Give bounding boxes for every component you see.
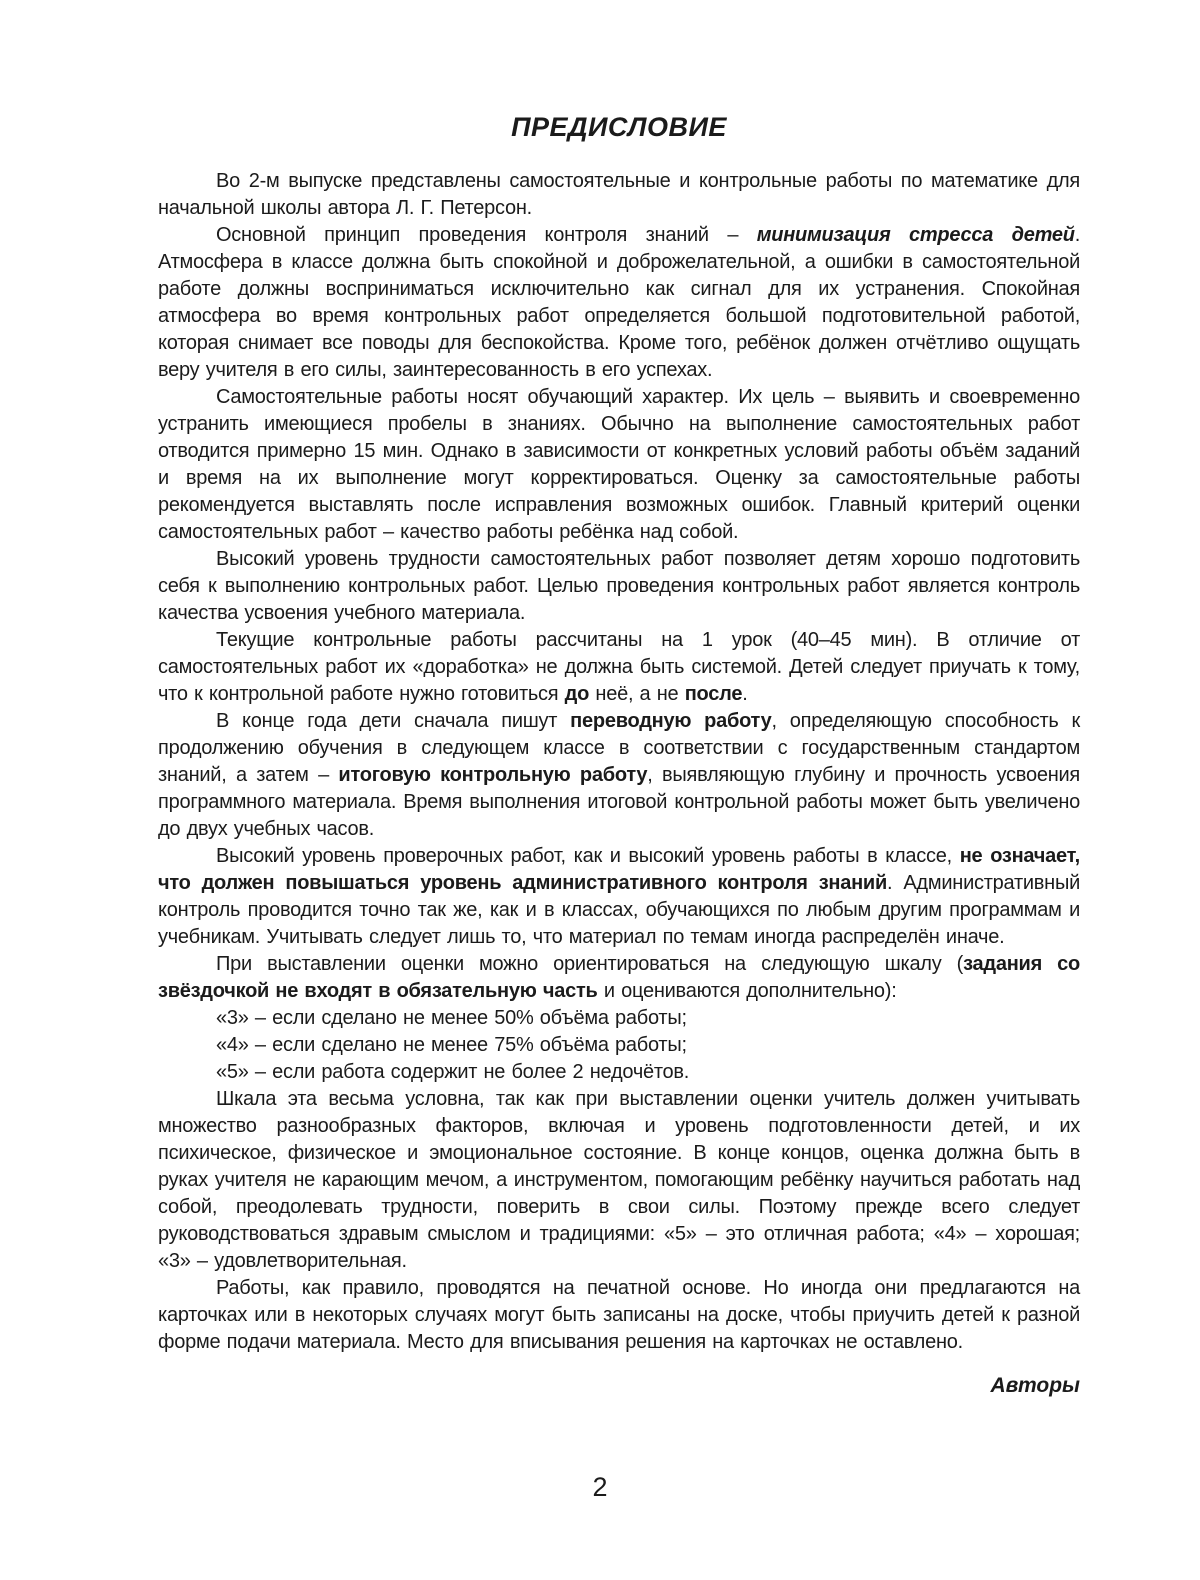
text-run: , определяющую способность к продолжению обучения в следующем классе в соответствии с государственным стандартом знаний, а затем – <box>158 710 1080 786</box>
paragraph <box>158 627 1080 708</box>
paragraph <box>158 384 1080 546</box>
signature: Авторы <box>990 1374 1080 1397</box>
text-run: Самостоятельные работы носят обучающий характер. Их цель – выявить и своевременно устранить имеющиеся пробелы в знаниях. Обычно на выполнение самостоятельных работ отводится примерно 15 мин. Однако в зависимости от конкретных условий работы объём заданий и время на их выполнение могут корректироваться. Оценку за самостоятельные работы рекомендуется выставлять после исправления возможных ошибок. Главный критерий оценки самостоятельных работ – качество работы ребёнка над собой. <box>158 386 1080 543</box>
text-run: . Атмосфера в классе должна быть спокойной и доброжелательной, а ошибки в самостоятельной работе должны восприниматься исключительно как сигнал для их устранения. Спокойная атмосфера во время контрольных работ определяется большой подготовительной работой, которая снимает все поводы для беспокойства. Кроме того, ребёнок должен отчётливо ощущать веру учителя в его силы, заинтересованность в его успехах. <box>158 224 1080 381</box>
text-run: «3» – если сделано не менее 50% объёма работы; <box>216 1007 687 1029</box>
emphasized-text: минимизация стресса детей <box>756 224 1075 246</box>
text-run: «4» – если сделано не менее 75% объёма работы; <box>216 1034 687 1056</box>
text-run: Высокий уровень проверочных работ, как и высокий уровень работы в классе, <box>216 845 960 867</box>
text-run: . <box>742 683 748 705</box>
text-run: , выявляющую глубину и прочность усвоения программного материала. Время выполнения итоговой контрольной работы может быть увеличено до двух учебных часов. <box>158 764 1081 840</box>
text-run: При выставлении оценки можно ориентироваться на следующую шкалу ( <box>216 953 964 975</box>
text-run: Шкала эта весьма условна, так как при выставлении оценки учитель должен учитывать множество разнообразных факторов, включая и уровень подготовленности детей, и их психическое, физическое и эмоциональное состояние. В конце концов, оценка должна быть в руках учителя не карающим мечом, а инструментом, помогающим ребёнку научиться работать над собой, преодолевать трудности, поверить в свои силы. Поэтому прежде всего следует руководствоваться здравым смыслом и традициями: «5» – это отличная работа; «4» – хорошая; «3» – удовлетворительная. <box>158 1088 1080 1272</box>
paragraph <box>158 843 1080 951</box>
text-run: Работы, как правило, проводятся на печатной основе. Но иногда они предлагаются на карточках или в некоторых случаях могут быть записаны на доске, чтобы приучить детей к разной форме подачи материала. Место для вписывания решения на карточках не оставлено. <box>158 1277 1080 1353</box>
list-item <box>158 1032 1080 1059</box>
page-number: 2 <box>592 1472 608 1502</box>
paragraph <box>158 951 1080 1005</box>
paragraph <box>158 708 1080 843</box>
text-run: «5» – если работа содержит не более 2 недочётов. <box>216 1061 690 1083</box>
paragraph <box>158 168 1080 222</box>
text-run: Во 2-м выпуске представлены самостоятельные и контрольные работы по математике для начальной школы автора Л. Г. Петерсон. <box>158 170 1080 219</box>
text-run: неё, а не <box>589 683 685 705</box>
text-run: и оцениваются дополнительно): <box>597 980 897 1002</box>
text-run: Высокий уровень трудности самостоятельных работ позволяет детям хорошо подготовить себя к выполнению контрольных работ. Целью проведения контрольных работ является контроль качества усвоения учебного материала. <box>158 548 1080 624</box>
emphasized-text: после <box>684 683 743 705</box>
page-title: ПРЕДИСЛОВИЕ <box>511 112 727 142</box>
text-run: В конце года дети сначала пишут <box>216 710 571 732</box>
preface-body <box>158 168 1080 1356</box>
paragraph <box>158 1086 1080 1275</box>
paragraph <box>158 546 1080 627</box>
emphasized-text: переводную работу <box>570 710 772 732</box>
text-run: Текущие контрольные работы рассчитаны на 1 урок (40–45 мин). В отличие от самостоятельных работ их «доработка» не должна быть системой. Детей следует приучать к тому, что к контрольной работе нужно готовиться <box>158 629 1080 705</box>
text-run: . Административный контроль проводится точно так же, как и в классах, обучающихся по любым другим программам и учебникам. Учитывать следует лишь то, что материал по темам иногда распределён иначе. <box>158 872 1081 948</box>
emphasized-text: итоговую контрольную работу <box>338 764 648 786</box>
emphasized-text: задания со звёздочкой не входят в обязательную часть <box>158 953 1081 1002</box>
emphasized-text: до <box>564 683 590 705</box>
text-run: Основной принцип проведения контроля знаний – <box>216 224 757 246</box>
list-item <box>158 1005 1080 1032</box>
emphasized-text: не означает, что должен повышаться уровень административного контроля знаний <box>158 845 1080 894</box>
paragraph <box>158 1275 1080 1356</box>
paragraph <box>158 222 1080 384</box>
list-item <box>158 1059 1080 1086</box>
